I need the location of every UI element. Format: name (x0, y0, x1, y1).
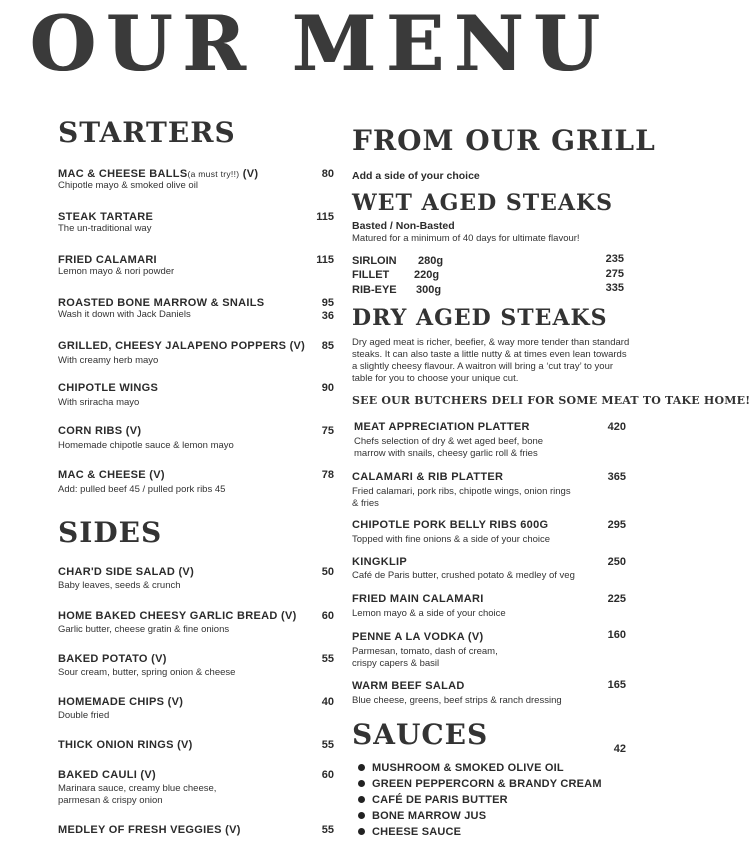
matured-note: Matured for a minimum of 40 days for ultimate flavour! (352, 233, 580, 244)
steak-price: 275 (605, 268, 624, 280)
menu-item (352, 631, 634, 670)
menu-item (352, 593, 634, 620)
item-price: 165 (607, 679, 626, 691)
sauces-heading: SAUCES (352, 718, 489, 751)
item-price: 55 (321, 739, 334, 751)
item-note: (a must try!!) (187, 169, 240, 179)
item-desc: Baby leaves, seeds & crunch (58, 580, 181, 591)
menu-item (352, 471, 634, 510)
item-price: 80 (321, 168, 334, 180)
menu-item (352, 519, 634, 546)
item-name: BAKED CAULI (V) (58, 769, 156, 781)
menu-item (58, 610, 334, 636)
menu-item (58, 653, 334, 679)
item-desc: Chefs selection of dry & wet aged beef, bone marrow with snails, cheesy garlic roll & fries (354, 436, 544, 459)
item-name: MEDLEY OF FRESH VEGGIES (V) (58, 824, 241, 836)
item-price: 250 (607, 556, 626, 568)
item-price: 85 (321, 340, 334, 352)
item-desc: Homemade chipotle sauce & lemon mayo (58, 440, 234, 451)
sides-heading: SIDES (58, 516, 163, 549)
steak-price: 335 (605, 282, 624, 294)
item-desc: Lemon mayo & a side of your choice (352, 608, 506, 619)
sauce-item: CAFÉ DE PARIS BUTTER (352, 792, 602, 808)
item-name: CHIPOTLE PORK BELLY RIBS 600G (352, 519, 549, 531)
starters-heading: STARTERS (58, 116, 236, 149)
steak-row (352, 284, 634, 296)
item-desc: The un-traditional way (58, 223, 152, 234)
deli-note: SEE OUR BUTCHERS DELI FOR SOME MEAT TO TAKE HOME! (352, 394, 750, 407)
item-desc: Lemon mayo & nori powder (58, 266, 175, 277)
item-desc: Topped with fine onions & a side of your choice (352, 534, 551, 545)
menu-item (58, 566, 334, 592)
item-price: 75 (321, 425, 334, 437)
menu-item (58, 211, 334, 235)
item-price: 60 (321, 769, 334, 781)
menu-item (58, 696, 334, 722)
item-name: HOMEMADE CHIPS (V) (58, 696, 184, 708)
item-desc: With sriracha mayo (58, 397, 140, 408)
item-desc: Sour cream, butter, spring onion & cheese (58, 667, 236, 678)
sauce-item: MUSHROOM & SMOKED OLIVE OIL (352, 760, 602, 776)
basted-label: Basted / Non-Basted (352, 220, 455, 232)
item-name: CHIPOTLE WINGS (58, 382, 159, 394)
menu-item (58, 340, 334, 367)
item-name: MEAT APPRECIATION PLATTER (354, 421, 530, 433)
menu-item (58, 739, 334, 751)
item-tag: (V) (239, 168, 259, 180)
item-name: MAC & CHEESE BALLS (58, 168, 188, 180)
sauces-list (352, 760, 602, 840)
item-desc: Marinara sauce, creamy blue cheese, parmesan & crispy onion (58, 783, 217, 806)
item-price: 55 (321, 653, 334, 665)
item-price: 160 (607, 629, 626, 641)
item-desc: With creamy herb mayo (58, 355, 159, 366)
steak-weight: 280g (418, 255, 444, 267)
item-price: 50 (321, 566, 334, 578)
item-desc: Parmesan, tomato, dash of cream, crispy capers & basil (352, 646, 498, 669)
dry-aged-heading: DRY AGED STEAKS (352, 305, 608, 331)
menu-item (352, 680, 634, 707)
item-name: THICK ONION RINGS (V) (58, 739, 193, 751)
menu-item (58, 254, 334, 278)
item-price: 295 (607, 519, 626, 531)
item-name: STEAK TARTARE (58, 211, 154, 223)
item-desc: Fried calamari, pork ribs, chipotle wings, onion rings & fries (352, 486, 571, 509)
item-name: PENNE A LA VODKA (V) (352, 631, 484, 643)
wet-aged-heading: WET AGED STEAKS (352, 190, 613, 216)
item-price: 115 (316, 254, 334, 266)
item-desc: Garlic butter, cheese gratin & fine onions (58, 624, 230, 635)
item-name: FRIED CALAMARI (58, 254, 157, 266)
item-desc: Double fried (58, 710, 110, 721)
sauces-price: 42 (613, 743, 626, 755)
item-desc: Chipotle mayo & smoked olive oil (58, 180, 198, 191)
item-desc: Wash it down with Jack Daniels (58, 309, 191, 320)
dry-aged-desc: Dry aged meat is richer, beefier, & way more tender than standard steaks. It can also taste a little nutty & at times even lean towards a slightly cheesy flavour. A waitron will bring a ‘cut tray’ to your table for you to choose your unique cut. (352, 337, 630, 384)
item-desc: Café de Paris butter, crushed potato & medley of veg (352, 570, 575, 581)
sauce-item: CHEESE SAUCE (352, 824, 602, 840)
steak-name: RIB-EYE (352, 284, 397, 296)
menu-item (352, 556, 634, 582)
steak-row (352, 255, 634, 267)
steak-weight: 300g (416, 284, 442, 296)
item-name: CHAR'D SIDE SALAD (V) (58, 566, 195, 578)
item-price: 90 (321, 382, 334, 394)
grill-heading: FROM OUR GRILL (352, 124, 656, 157)
item-name: WARM BEEF SALAD (352, 680, 465, 692)
item-price: 225 (607, 593, 626, 605)
item-name: HOME BAKED CHEESY GARLIC BREAD (V) (58, 610, 297, 622)
menu-item (58, 297, 334, 321)
item-price: 60 (321, 610, 334, 622)
menu-item (58, 769, 334, 807)
item-name: BAKED POTATO (V) (58, 653, 167, 665)
steak-name: FILLET (352, 269, 390, 281)
item-desc: Blue cheese, greens, beef strips & ranch dressing (352, 695, 562, 706)
item-name: ROASTED BONE MARROW & SNAILS (58, 297, 265, 309)
item-price: 365 (607, 471, 626, 483)
menu-item (352, 421, 634, 460)
item-price: 95 36 (321, 297, 334, 322)
menu-item (58, 824, 334, 836)
steak-weight: 220g (414, 269, 440, 281)
item-name: KINGKLIP (352, 556, 407, 568)
steak-name: SIRLOIN (352, 255, 397, 267)
menu-item (58, 425, 334, 452)
item-name: FRIED MAIN CALAMARI (352, 593, 484, 605)
item-name: CALAMARI & RIB PLATTER (352, 471, 504, 483)
menu-item (58, 168, 334, 192)
steak-price: 235 (605, 253, 624, 265)
item-name: GRILLED, CHEESY JALAPENO POPPERS (V) (58, 340, 306, 352)
item-name: MAC & CHEESE (V) (58, 469, 165, 481)
item-price: 115 (316, 211, 334, 223)
item-price-secondary: 36 (321, 310, 334, 322)
menu-item (58, 382, 334, 409)
page-title: OUR MENU (29, 0, 610, 88)
steak-row (352, 269, 634, 281)
item-desc: Add: pulled beef 45 / pulled pork ribs 45 (58, 484, 226, 495)
sauce-item: BONE MARROW JUS (352, 808, 602, 824)
item-name: CORN RIBS (V) (58, 425, 142, 437)
item-price: 420 (607, 421, 626, 433)
sauce-item: GREEN PEPPERCORN & BRANDY CREAM (352, 776, 602, 792)
grill-subline: Add a side of your choice (352, 170, 480, 182)
item-price: 55 (321, 824, 334, 836)
item-price: 40 (321, 696, 334, 708)
menu-item (58, 469, 334, 496)
item-price: 78 (321, 469, 334, 481)
